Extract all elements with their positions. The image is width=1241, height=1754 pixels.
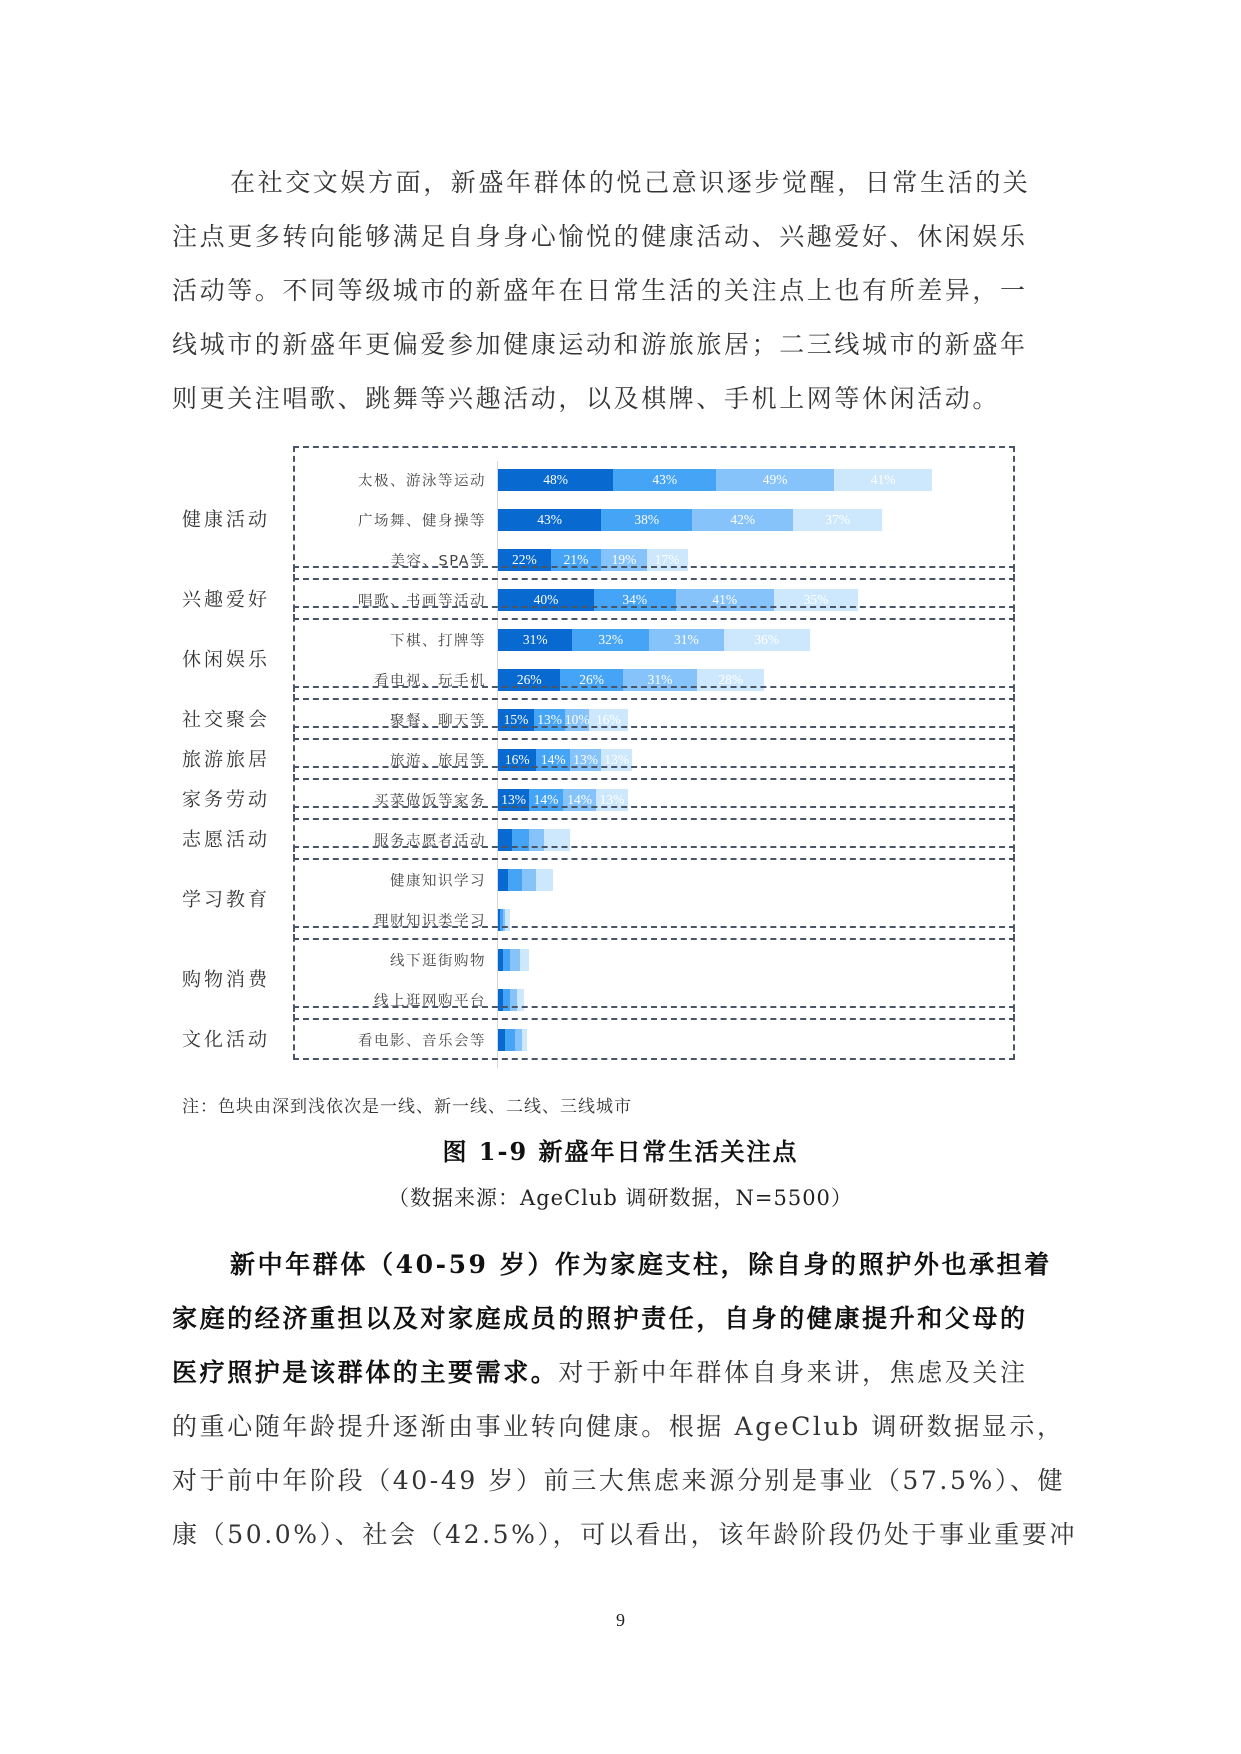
bar-segment-tier3: 13%: [601, 749, 632, 771]
bar-segment-new-tier1: 34%: [594, 589, 676, 611]
row-label: 下棋、打牌等: [390, 633, 486, 650]
group-label: 休闲娱乐: [182, 648, 271, 671]
bar-segment-tier2: 13%: [570, 749, 601, 771]
paragraph-line: [172, 1238, 1072, 1292]
bar-segment-new-tier1: 13%: [534, 709, 565, 731]
bold-text: 新中年群体（40-59 岁）作为家庭支柱，除自身的照护外也承担着: [230, 1250, 1052, 1279]
bar-segment-tier2: 49%: [716, 469, 834, 491]
row-label: 看电影、音乐会等: [358, 1033, 486, 1050]
group-box: [293, 1006, 1015, 1060]
bar-segment-tier1: 43%: [498, 509, 601, 531]
figure-note: 注：色块由深到浅依次是一线、新一线、二线、三线城市: [182, 1097, 632, 1117]
group-label: 学习教育: [182, 888, 271, 911]
row-label: 太极、游泳等运动: [358, 473, 486, 490]
row-label: 健康知识学习: [390, 873, 486, 890]
bold-text: 医疗照护是该群体的主要需求。: [172, 1358, 559, 1387]
bar-segment-tier3: 28%: [697, 669, 764, 691]
bar-segment-tier3: 36%: [724, 629, 810, 651]
row-label: 广场舞、健身操等: [358, 513, 486, 530]
bar-segment-tier3: 13%: [596, 789, 627, 811]
paragraph-line: 康（50.0%）、社会（42.5%），可以看出，该年龄阶段仍处于事业重要冲: [172, 1520, 1078, 1549]
row-label: 聚餐、聊天等: [390, 713, 486, 730]
bar-segment-tier2: 14%: [563, 789, 597, 811]
bar-segment-tier3: 37%: [793, 509, 882, 531]
paragraph-line: 线城市的新盛年更偏爱参加健康运动和游旅旅居；二三线城市的新盛年: [172, 330, 1028, 359]
bar-segment-tier3: 35%: [774, 589, 858, 611]
paragraph-line: [172, 1346, 1072, 1400]
group-label: 健康活动: [182, 508, 271, 531]
bar-segment-new-tier1: 21%: [551, 549, 601, 571]
row-label: 旅游、旅居等: [390, 753, 486, 770]
bar-segment-new-tier1: 14%: [536, 749, 570, 771]
bar-segment-tier3: 41%: [834, 469, 932, 491]
bar-segment-tier2: 31%: [623, 669, 697, 691]
paragraph-line: 则更关注唱歌、跳舞等兴趣活动，以及棋牌、手机上网等休闲活动。: [172, 384, 1001, 413]
group-label: 家务劳动: [182, 788, 271, 811]
group-label: 社交聚会: [182, 708, 271, 731]
figure-title: 图 1-9 新盛年日常生活关注点: [442, 1137, 799, 1166]
bar-segment-tier1: 15%: [498, 709, 534, 731]
row-label: 美容、SPA等: [390, 553, 486, 570]
bold-text: 家庭的经济重担以及对家庭成员的照护责任，自身的健康提升和父母的: [172, 1304, 1028, 1333]
middle-age-paragraph: [172, 1238, 1078, 1562]
bar-segment-tier1: 48%: [498, 469, 613, 491]
paragraph-line: 的重心随年龄提升逐渐由事业转向健康。根据 AgeClub 调研数据显示，: [172, 1412, 1065, 1441]
bar-segment-new-tier1: 26%: [560, 669, 622, 691]
bar-segment-tier3: 17%: [647, 549, 688, 571]
row-label: 唱歌、书画等活动: [358, 593, 486, 610]
bar-segment-new-tier1: 14%: [529, 789, 563, 811]
group-label: 兴趣爱好: [182, 588, 271, 611]
group-label: 购物消费: [182, 968, 271, 991]
bar-segment-tier3: 16%: [589, 709, 627, 731]
bar-segment-tier1: 26%: [498, 669, 560, 691]
row-label: 买菜做饭等家务: [374, 793, 486, 810]
paragraph-line: 在社交文娱方面，新盛年群体的悦己意识逐步觉醒，日常生活的关: [230, 168, 1031, 197]
paragraph-line: 活动等。不同等级城市的新盛年在日常生活的关注点上也有所差异，一: [172, 276, 1028, 305]
bar-segment-tier2: 42%: [692, 509, 793, 531]
group-label: 旅游旅居: [182, 748, 271, 771]
bar-segment-tier1: 13%: [498, 789, 529, 811]
row-label: 看电视、玩手机: [374, 673, 486, 690]
bar-segment-tier1: 22%: [498, 549, 551, 571]
bar-segment-new-tier1: 32%: [572, 629, 649, 651]
bar-segment-new-tier1: 38%: [601, 509, 692, 531]
paragraph-line: 注点更多转向能够满足自身身心愉悦的健康活动、兴趣爱好、休闲娱乐: [172, 222, 1028, 251]
bar-segment-tier1: 31%: [498, 629, 572, 651]
row-label: 服务志愿者活动: [374, 833, 486, 850]
bar-segment-tier2: 31%: [649, 629, 723, 651]
figure-source: （数据来源：AgeClub 调研数据，N=5500）: [388, 1186, 853, 1210]
group-box: [293, 446, 1015, 580]
paragraph-line: 对于前中年阶段（40-49 岁）前三大焦虑来源分别是事业（57.5%）、健: [172, 1466, 1066, 1495]
bar-segment-tier1: 16%: [498, 749, 536, 771]
bar-segment-tier1: 40%: [498, 589, 594, 611]
page-number: 9: [616, 1610, 625, 1630]
bar-segment-tier2: 10%: [565, 709, 589, 731]
group-label: 志愿活动: [182, 828, 271, 851]
regular-text: 对于新中年群体自身来讲，焦虑及关注: [558, 1358, 1028, 1387]
bar-segment-tier2: 19%: [601, 549, 647, 571]
row-label: 线上逛网购平台: [374, 993, 486, 1010]
bar-segment-tier2: 41%: [676, 589, 774, 611]
row-label: 线下逛街购物: [390, 953, 486, 970]
row-label: 理财知识类学习: [374, 913, 486, 930]
group-label: 文化活动: [182, 1028, 271, 1051]
bar-segment-new-tier1: 43%: [613, 469, 716, 491]
paragraph-line: [172, 1292, 1072, 1346]
